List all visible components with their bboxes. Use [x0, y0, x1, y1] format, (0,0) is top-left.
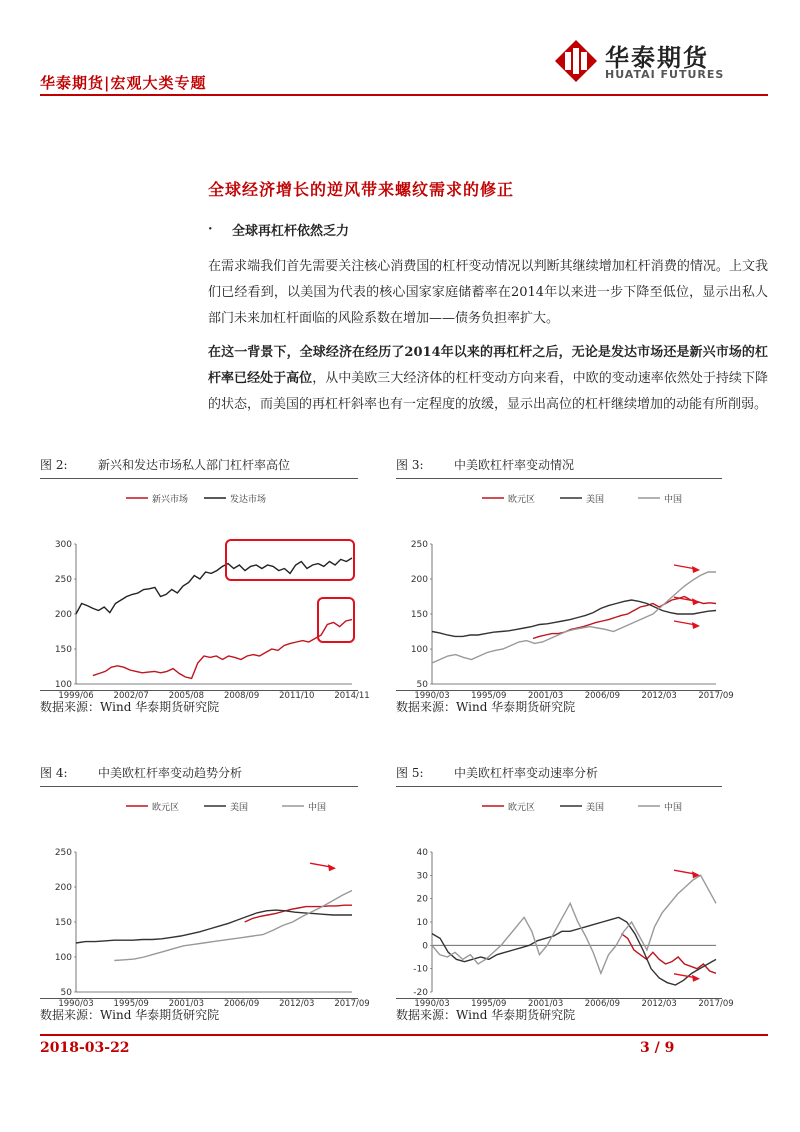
section-title: 全球经济增长的逆风带来螺纹需求的修正 [208, 180, 515, 199]
x-tick-label: 2017/09 [698, 999, 734, 1009]
figure-label: 图 2: [40, 458, 68, 472]
figure-title: 中美欧杠杆率变动情况 [454, 458, 575, 472]
y-tick-label: 150 [54, 645, 72, 655]
y-tick-label: 300 [54, 540, 72, 550]
figure-title: 新兴和发达市场私人部门杠杆率高位 [98, 458, 291, 472]
figure-top-rule [396, 478, 722, 479]
series-line [432, 917, 716, 985]
chart [40, 788, 370, 1009]
paragraph-2 [208, 340, 768, 418]
legend-label: 中国 [664, 495, 683, 505]
paragraph-1: 在需求端我们首先需要关注核心消费国的杠杆变动情况以判断其继续增加杠杆消费的情况。上文我们已经看到，以美国为代表的核心国家家庭储蓄率在2014年以来进一步下降至低位，显示出私人部门未来加杠杆面临的风险系数在增加——债务负担率扩大。 [208, 259, 768, 326]
figure-label: 图 3: [396, 458, 424, 472]
figure-top-rule [40, 786, 358, 787]
chart [40, 480, 370, 701]
arrowhead [328, 864, 336, 871]
x-tick-label: 2001/03 [527, 691, 564, 701]
y-tick-label: 250 [54, 575, 72, 585]
y-tick-label: 50 [60, 988, 72, 998]
x-tick-label: 2001/03 [527, 999, 564, 1009]
chart [396, 788, 734, 1009]
figure-top-rule [396, 786, 722, 787]
y-tick-label: -10 [413, 964, 428, 975]
logo-en: HUATAI FUTURES [605, 68, 725, 81]
figure-source: 数据来源：Wind 华泰期货研究院 [396, 700, 576, 714]
series-line [93, 620, 352, 679]
y-tick-label: 40 [416, 848, 428, 858]
y-tick-label: 50 [416, 680, 428, 690]
figure-title: 中美欧杠杆率变动趋势分析 [98, 766, 243, 780]
x-tick-label: 1990/03 [414, 999, 450, 1009]
x-tick-label: 2006/09 [584, 999, 621, 1009]
logo-mark-icon [553, 38, 599, 84]
y-tick-label: 20 [416, 894, 428, 905]
y-tick-label: 10 [416, 918, 428, 928]
figure-bottom-rule [40, 998, 358, 999]
legend-label: 欧元区 [508, 803, 536, 813]
legend-label: 欧元区 [508, 495, 536, 505]
chart [396, 480, 734, 701]
x-tick-label: 2017/09 [698, 691, 734, 701]
y-tick-label: 150 [410, 610, 428, 620]
x-tick-label: 1995/09 [471, 999, 507, 1009]
x-tick-label: 2001/03 [168, 999, 205, 1009]
figure-label: 图 5: [396, 766, 424, 780]
legend-label: 美国 [586, 803, 605, 813]
figure-top-rule [40, 478, 358, 479]
x-tick-label: 2006/09 [223, 999, 260, 1009]
figure-label: 图 4: [40, 766, 68, 780]
x-tick-label: 1995/09 [113, 999, 149, 1009]
y-tick-label: 250 [410, 540, 428, 550]
legend-label: 美国 [230, 803, 249, 813]
arrowhead [692, 566, 700, 573]
x-tick-label: 1999/06 [58, 691, 94, 701]
x-tick-label: 1995/09 [471, 691, 507, 701]
figure-source: 数据来源：Wind 华泰期货研究院 [396, 1008, 576, 1022]
paragraph-2-rest: ，从中美欧三大经济体的杠杆变动方向来看，中欧的变动速率依然处于持续下降的状态，而美国的再杠杆斜率也有一定程度的放缓，显示出高位的杠杆继续增加的动能有所削弱。 [208, 371, 768, 412]
y-tick-label: 200 [410, 575, 428, 585]
arrowhead [692, 975, 700, 982]
y-tick-label: 100 [410, 645, 428, 655]
x-tick-label: 2006/09 [584, 691, 621, 701]
footer-divider [40, 1034, 768, 1036]
y-tick-label: 250 [54, 848, 72, 858]
y-tick-label: 200 [54, 883, 72, 893]
header-divider [40, 94, 768, 96]
x-tick-label: 2012/03 [641, 999, 677, 1009]
series-line [114, 891, 352, 961]
figure-source: 数据来源：Wind 华泰期货研究院 [40, 1008, 220, 1022]
legend-label: 中国 [664, 803, 683, 813]
x-tick-label: 2005/08 [168, 691, 205, 701]
y-tick-label: 0 [422, 941, 428, 952]
header-label: 华泰期货|宏观大类专题 [40, 74, 207, 92]
x-tick-label: 1990/03 [414, 691, 450, 701]
x-tick-label: 1990/03 [58, 999, 94, 1009]
logo-cn: 华泰期货 [605, 44, 709, 72]
page-number: 3 / 9 [640, 1040, 675, 1056]
subhead: 全球再杠杆依然乏力 [232, 224, 350, 239]
x-tick-label: 2012/03 [641, 691, 677, 701]
series-line [76, 910, 352, 943]
y-tick-label: 200 [54, 610, 72, 620]
y-tick-label: 30 [416, 871, 428, 882]
y-tick-label: 100 [54, 680, 72, 690]
series-line [432, 572, 716, 663]
y-tick-label: 150 [54, 918, 72, 928]
figure-bottom-rule [396, 998, 722, 999]
y-tick-label: 100 [54, 953, 72, 963]
figure-title: 中美欧杠杆率变动速率分析 [454, 766, 599, 780]
bullet: · [208, 222, 213, 237]
y-tick-label: -20 [413, 988, 428, 998]
legend-label: 发达市场 [230, 495, 267, 505]
arrowhead [692, 622, 700, 629]
logo [553, 38, 768, 84]
figure-source: 数据来源：Wind 华泰期货研究院 [40, 700, 220, 714]
arrowhead [692, 598, 700, 605]
legend-label: 中国 [308, 803, 327, 813]
x-tick-label: 2014/11 [334, 691, 370, 701]
legend-label: 新兴市场 [152, 495, 189, 505]
legend-label: 欧元区 [152, 803, 180, 813]
x-tick-label: 2017/09 [334, 999, 370, 1009]
paragraph-2-bold: 在这一背景下，全球经济在经历了2014年以来的再杠杆之后，无论是发达市场还是新兴市场的杠杆率已经处于高位 [208, 345, 768, 386]
footer-date: 2018-03-22 [40, 1040, 130, 1056]
x-tick-label: 2012/03 [279, 999, 315, 1009]
x-tick-label: 2011/10 [279, 691, 315, 701]
x-tick-label: 2002/07 [113, 691, 149, 701]
series-line [533, 597, 716, 639]
figure-bottom-rule [40, 690, 358, 691]
series-line [432, 600, 716, 636]
legend-label: 美国 [586, 495, 605, 505]
series-line [76, 558, 352, 614]
figure-bottom-rule [396, 690, 722, 691]
x-tick-label: 2008/09 [223, 691, 260, 701]
